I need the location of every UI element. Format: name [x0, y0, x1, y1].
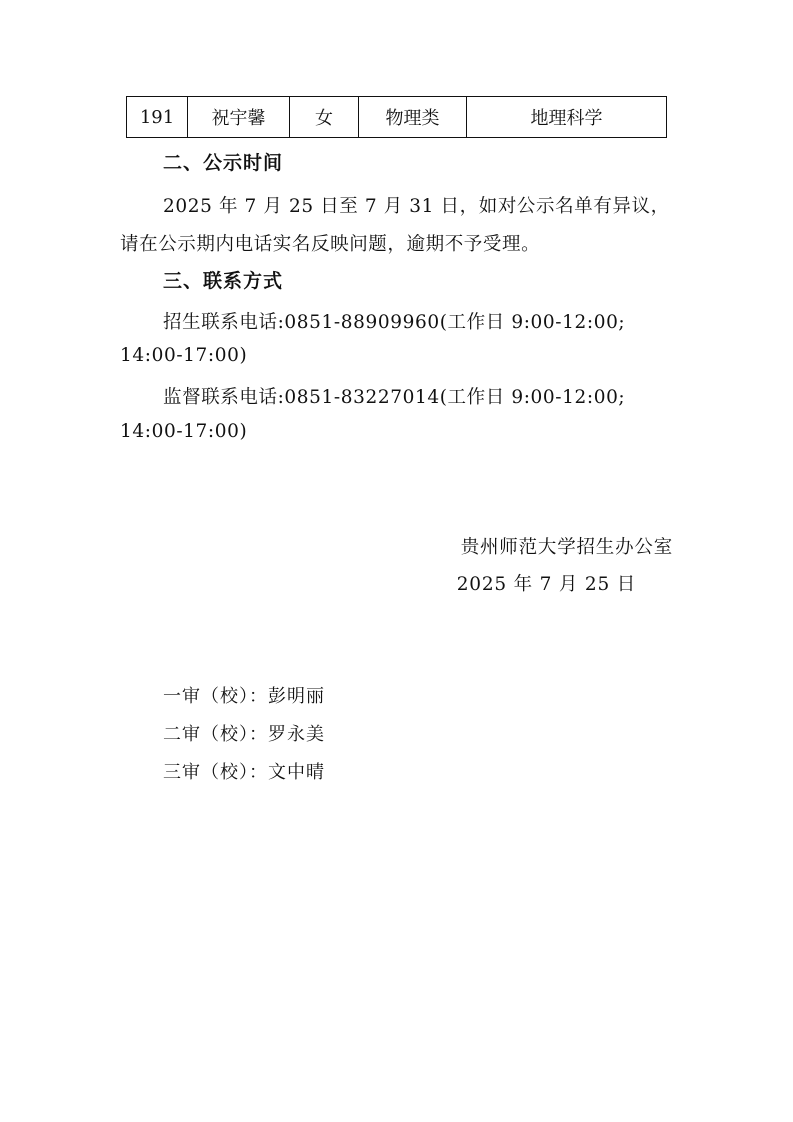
- admission-phone-line-1: 招生联系电话:0851-88909960(工作日 9:00-12:00;: [163, 312, 626, 333]
- table-cell-name: 祝宇馨: [188, 97, 290, 138]
- admission-list-table: [126, 96, 667, 138]
- publicity-period-line-2: 请在公示期内电话实名反映问题，逾期不予受理。: [120, 234, 541, 255]
- section-heading-publicity-period: 二、公示时间: [163, 152, 284, 174]
- section-heading-contact: 三、联系方式: [163, 270, 284, 292]
- supervision-phone-line-1: 监督联系电话:0851-83227014(工作日 9:00-12:00;: [163, 387, 626, 408]
- review-second: 二审（校）：罗永美: [163, 724, 325, 745]
- table-cell-number: 191: [127, 97, 188, 138]
- publicity-period-line-1: 2025 年 7 月 25 日至 7 月 31 日，如对公示名单有异议，: [163, 196, 670, 217]
- supervision-phone-line-2: 14:00-17:00): [120, 421, 248, 442]
- table-row: [127, 97, 667, 138]
- table-cell-category: 物理类: [359, 97, 467, 138]
- table-cell-major: 地理科学: [467, 97, 667, 138]
- table-cell-gender: 女: [290, 97, 359, 138]
- review-first: 一审（校）：彭明丽: [163, 686, 325, 707]
- review-third: 三审（校）：文中晴: [163, 762, 325, 783]
- signature-date: 2025 年 7 月 25 日: [456, 574, 636, 595]
- admission-phone-line-2: 14:00-17:00): [120, 345, 248, 366]
- signature-office: 贵州师范大学招生办公室: [460, 537, 673, 558]
